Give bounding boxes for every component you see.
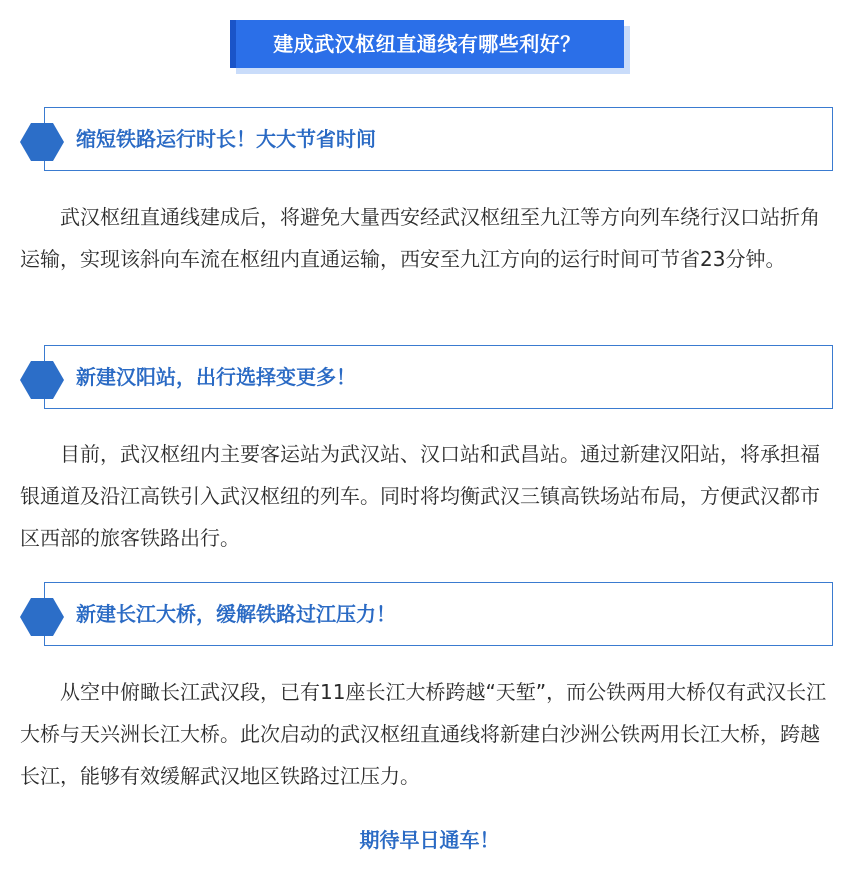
section-heading: 新建长江大桥，缓解铁路过江压力！ xyxy=(76,602,396,626)
section-heading: 新建汉阳站，出行选择变更多！ xyxy=(76,365,356,389)
page-title xyxy=(230,20,624,68)
section-header-1 xyxy=(20,107,833,171)
page-title-text: 建成武汉枢纽直通线有哪些利好？ xyxy=(273,32,581,56)
section-body-3: 从空中俯瞰长江武汉段，已有11座长江大桥跨越“天堑”，而公铁两用大桥仅有武汉长江大桥与天兴洲长江大桥。此次启动的武汉枢纽直通线将新建白沙洲公铁两用长江大桥，跨越长江，能够有效缓解武汉地区铁路过江压力。 xyxy=(20,680,827,788)
section-body-2: 目前，武汉枢纽内主要客运站为武汉站、汉口站和武昌站。通过新建汉阳站，将承担福银通道及沿江高铁引入武汉枢纽的列车。同时将均衡武汉三镇高铁场站布局，方便武汉都市区西部的旅客铁路出行。 xyxy=(20,442,820,550)
section-heading: 缩短铁路运行时长！大大节省时间 xyxy=(76,127,376,151)
title-banner xyxy=(230,20,630,74)
closing-line: 期待早日通车！ xyxy=(359,828,500,852)
hexagon-icon xyxy=(20,123,64,161)
section-header-2 xyxy=(20,345,833,409)
hexagon-icon xyxy=(20,361,64,399)
section-header-3 xyxy=(20,582,833,646)
section-body-1: 武汉枢纽直通线建成后，将避免大量西安经武汉枢纽至九江等方向列车绕行汉口站折角运输，实现该斜向车流在枢纽内直通运输，西安至九江方向的运行时间可节省23分钟。 xyxy=(20,205,820,271)
title-edge xyxy=(230,20,236,68)
hexagon-icon xyxy=(20,598,64,636)
